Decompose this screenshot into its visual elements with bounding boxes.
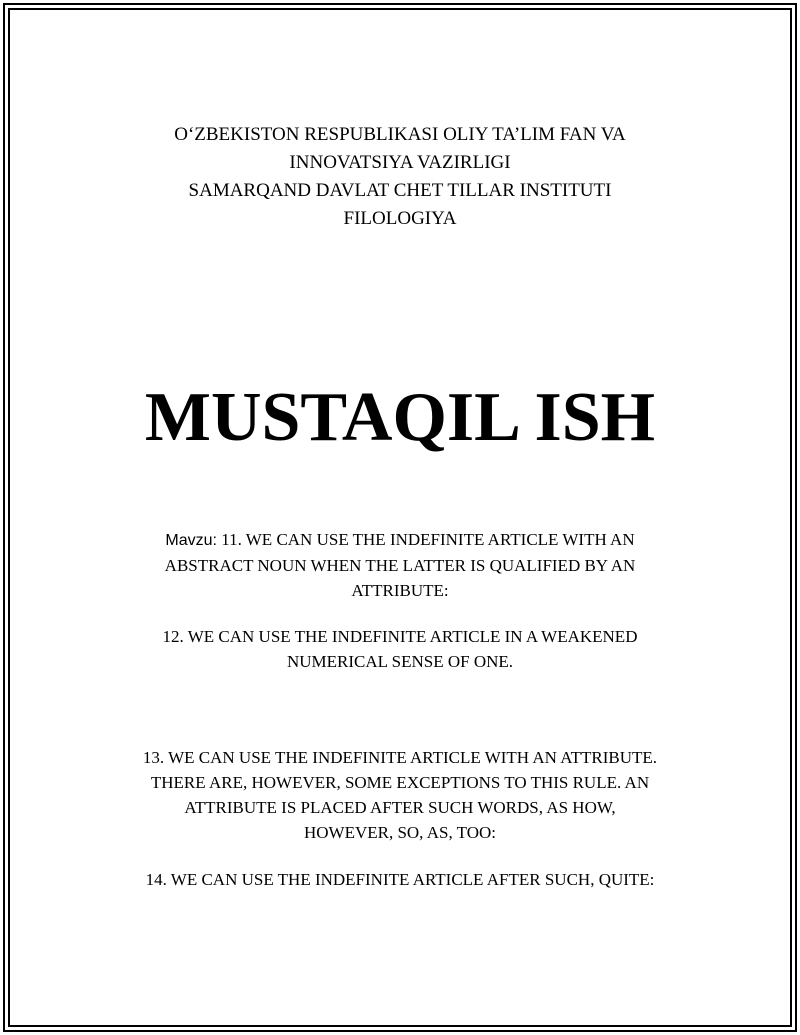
topic-label: Mavzu: bbox=[165, 532, 217, 549]
topic-text: 11. WE CAN USE THE INDEFINITE ARTICLE WITH AN bbox=[216, 530, 635, 549]
institution-header bbox=[0, 121, 800, 233]
item-14-line-1: 14. WE CAN USE THE INDEFINITE ARTICLE AFTER SUCH, QUITE: bbox=[145, 870, 655, 889]
item-13-line-1: 13. WE CAN USE THE INDEFINITE ARTICLE WITH AN ATTRIBUTE. bbox=[142, 748, 658, 767]
item-13-block bbox=[0, 745, 800, 845]
topic-line-1 bbox=[0, 527, 800, 553]
item-12-line-2: NUMERICAL SENSE OF ONE. bbox=[286, 652, 514, 671]
topic-line-2: ABSTRACT NOUN WHEN THE LATTER IS QUALIFIED BY AN bbox=[164, 556, 636, 575]
header-line-2: INNOVATSIYA VAZIRLIGI bbox=[289, 152, 511, 173]
item-13-line-4: HOWEVER, SO, AS, TOO: bbox=[303, 823, 497, 842]
item-13-line-2: THERE ARE, HOWEVER, SOME EXCEPTIONS TO THIS RULE. AN bbox=[150, 773, 650, 792]
header-line-4: FILOLOGIYA bbox=[343, 208, 457, 229]
document-title: MUSTAQIL ISH bbox=[144, 379, 656, 456]
item-12-block bbox=[0, 624, 800, 674]
topic-block bbox=[0, 527, 800, 603]
topic-line-3: ATTRIBUTE: bbox=[351, 581, 449, 600]
item-13-line-3: ATTRIBUTE IS PLACED AFTER SUCH WORDS, AS HOW, bbox=[184, 798, 616, 817]
header-line-3: SAMARQAND DAVLAT CHET TILLAR INSTITUTI bbox=[188, 180, 612, 201]
item-14-block bbox=[0, 867, 800, 892]
item-12-line-1: 12. WE CAN USE THE INDEFINITE ARTICLE IN A WEAKENED bbox=[162, 627, 638, 646]
header-line-1: O‘ZBEKISTON RESPUBLIKASI OLIY TA’LIM FAN VA bbox=[174, 124, 626, 145]
